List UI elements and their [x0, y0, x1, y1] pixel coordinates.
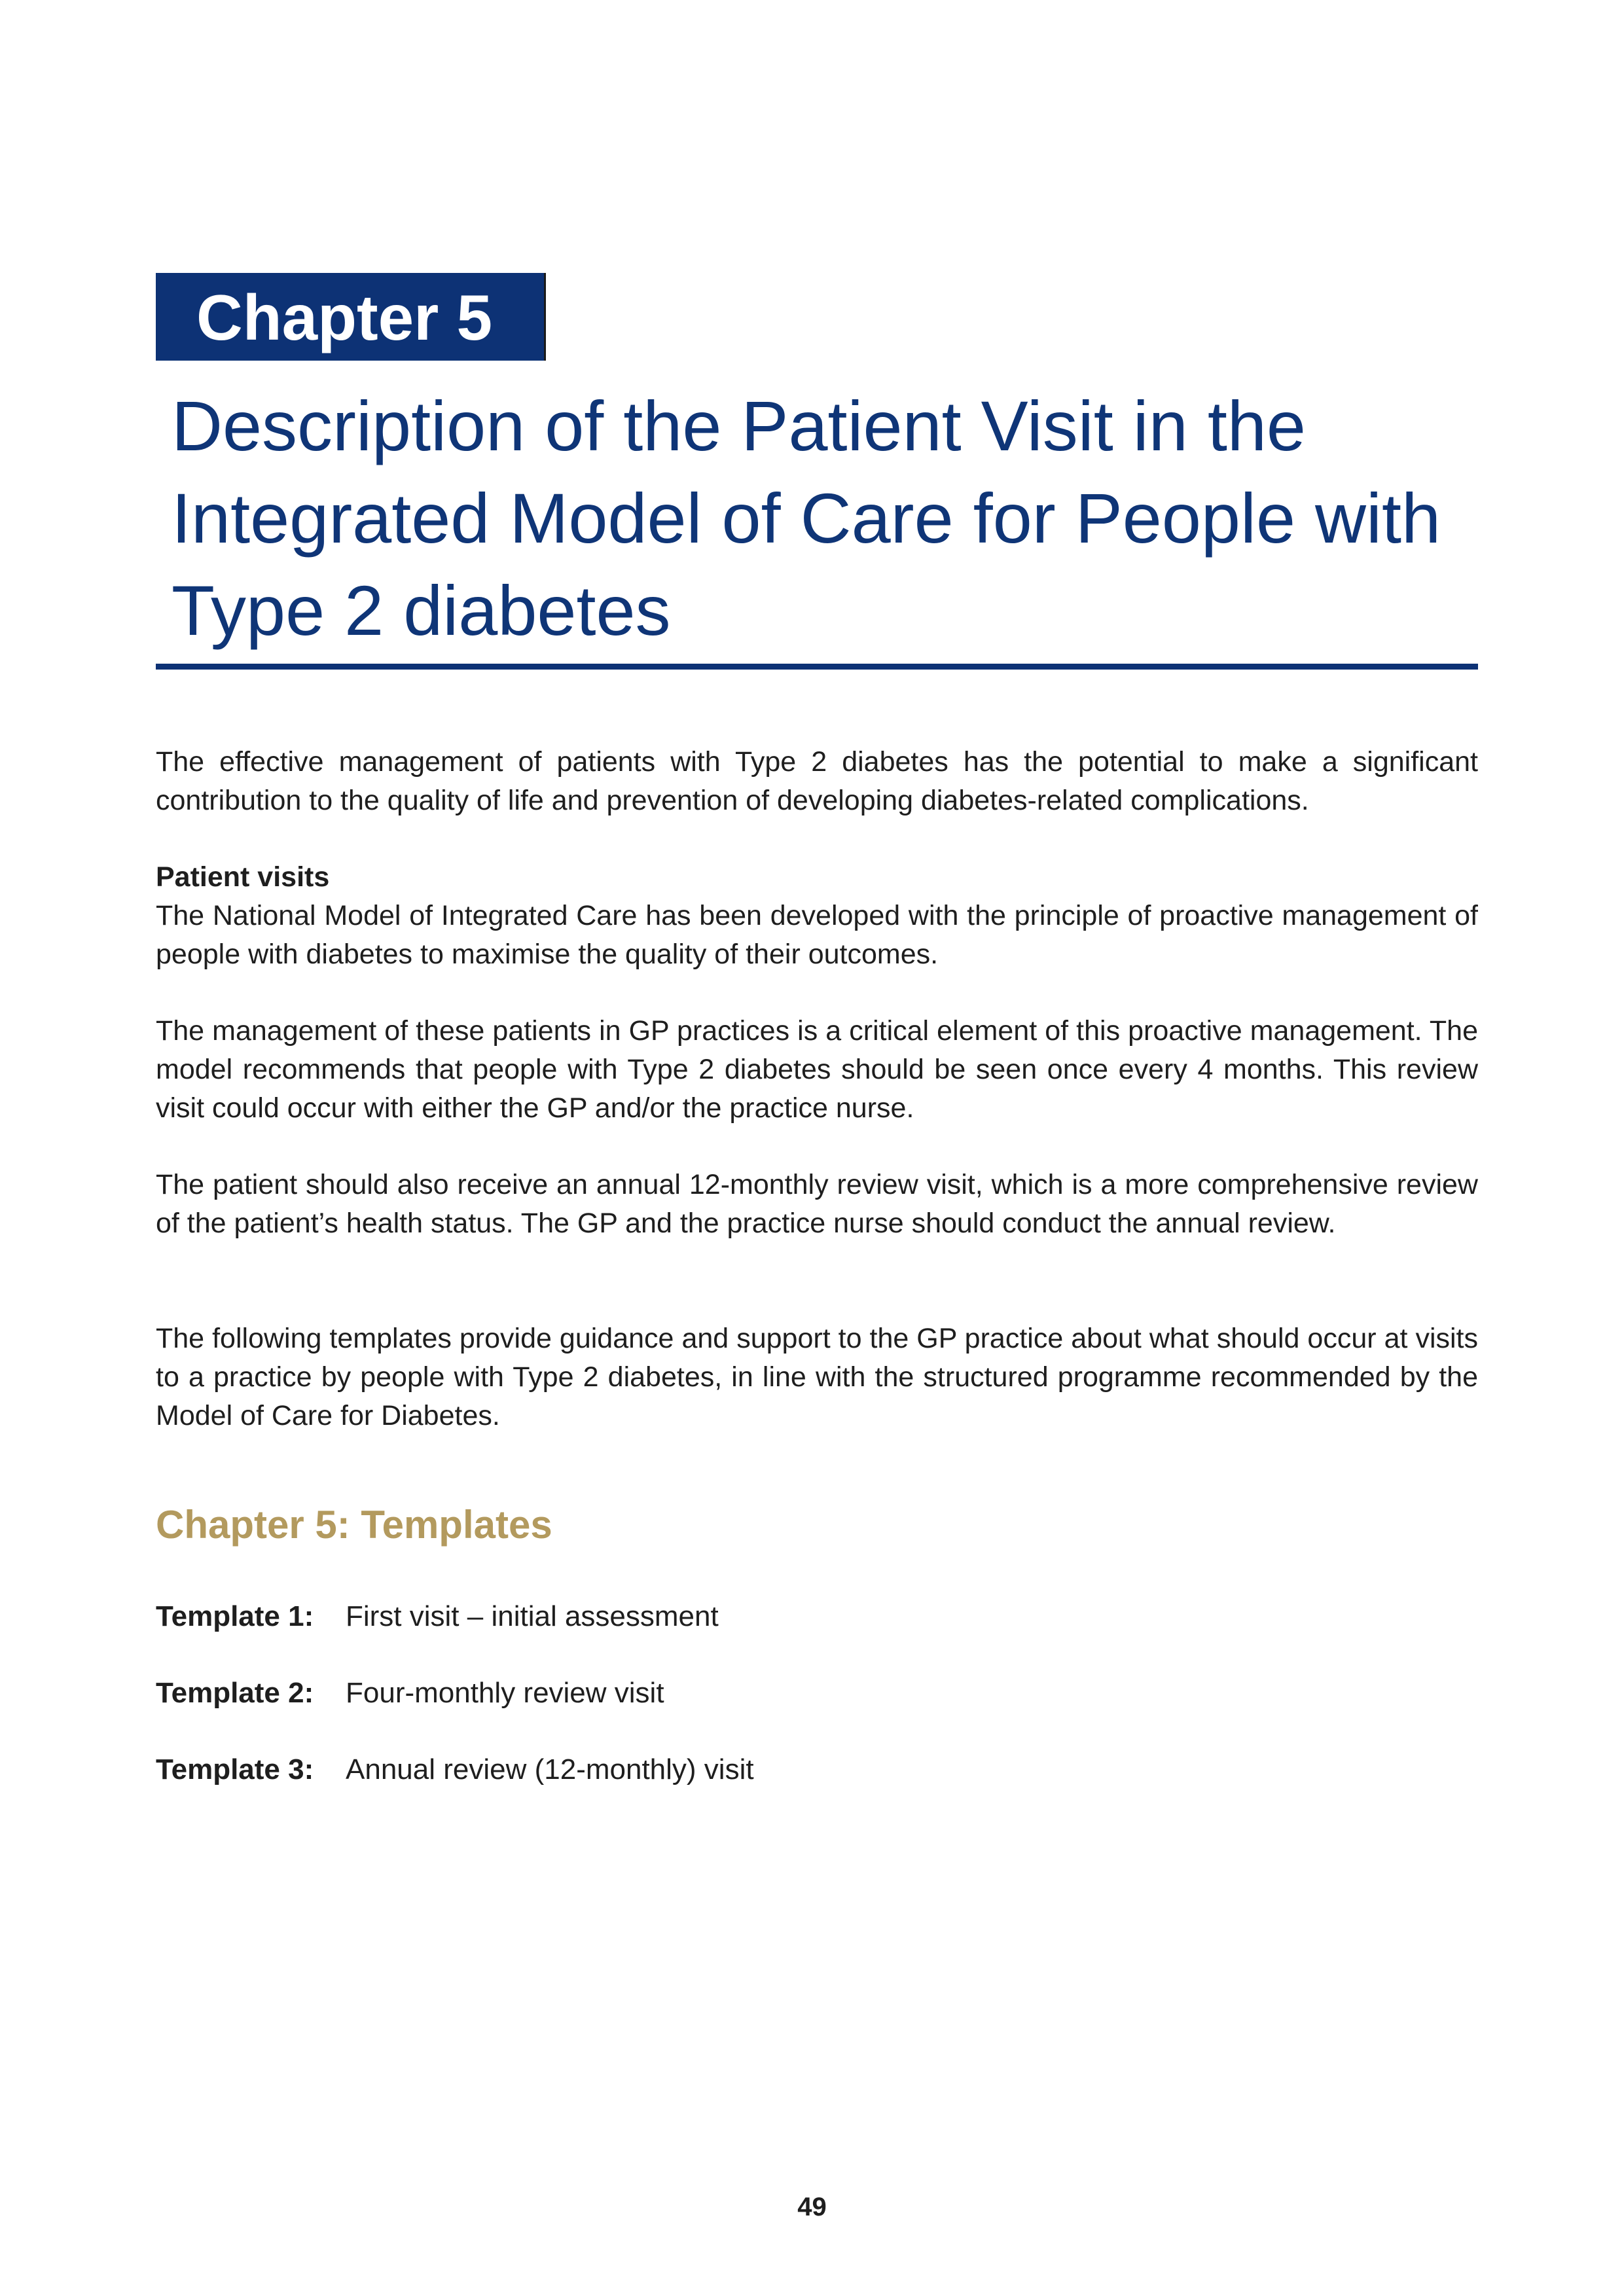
intro-paragraph: The effective management of patients with Type 2 diabetes has the potential to make a significant contribution to the quality of life and prevention of developing diabetes-related complications. [156, 746, 1478, 816]
template-label: Template 2: [156, 1677, 314, 1709]
patient-visits-paragraph-1: The National Model of Integrated Care has been developed with the principle of proactive management of people with diabetes to maximise the quality of their outcomes. [156, 900, 1478, 970]
page-number: 49 [797, 2193, 827, 2221]
templates-heading: Chapter 5: Templates [156, 1503, 552, 1547]
title-underline-divider [156, 664, 1478, 670]
chapter-title: Description of the Patient Visit in the Integrated Model of Care for People with Type 2 diabetes [171, 386, 1441, 650]
template-description: Annual review (12-monthly) visit [346, 1753, 754, 1785]
chapter-label: Chapter 5 [196, 281, 493, 353]
patient-visits-heading: Patient visits [156, 861, 330, 893]
patient-visits-paragraph-4: The following templates provide guidance and support to the GP practice about what should occur at visits to a practice by people with Type 2 diabetes, in line with the structured programme recommended by the Model of Care for Diabetes. [156, 1323, 1478, 1431]
template-description: First visit – initial assessment [346, 1600, 719, 1632]
template-label: Template 1: [156, 1600, 314, 1632]
chapter-label-box [156, 273, 546, 361]
patient-visits-paragraph-3: The patient should also receive an annual 12-monthly review visit, which is a more comprehensive review of the patient’s health status. The GP and the practice nurse should conduct the annual review. [156, 1169, 1478, 1239]
template-description: Four-monthly review visit [346, 1677, 664, 1709]
template-label: Template 3: [156, 1753, 314, 1785]
patient-visits-paragraph-2: The management of these patients in GP practices is a critical element of this proactive management. The model recommends that people with Type 2 diabetes should be seen once every 4 months. This review visit could occur with either the GP and/or the practice nurse. [156, 1015, 1478, 1124]
